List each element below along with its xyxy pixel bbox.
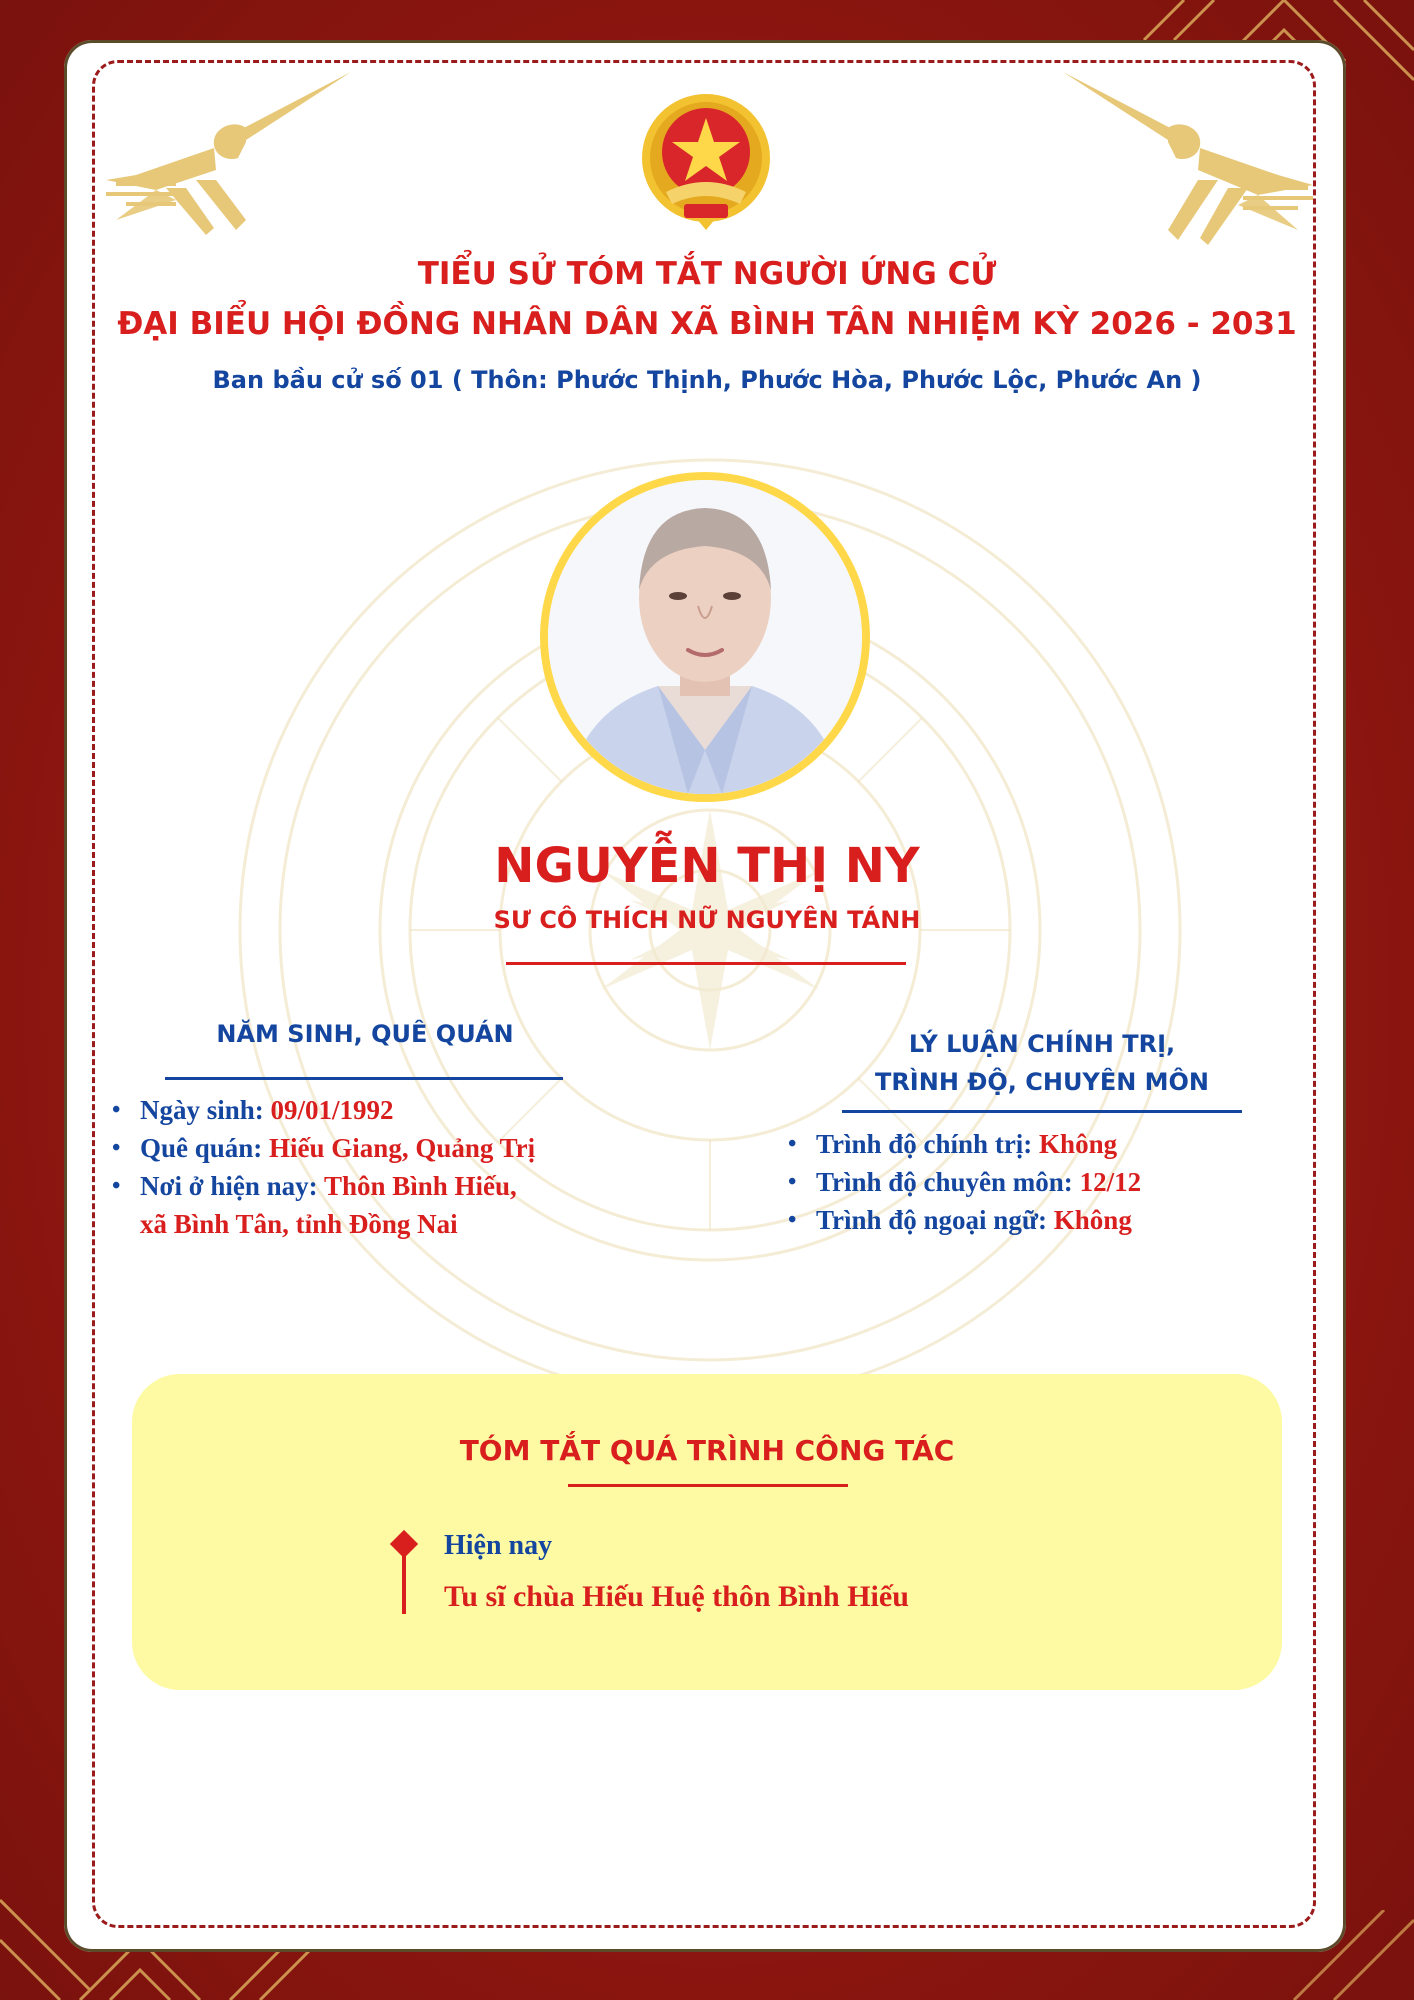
birth-section-title: NĂM SINH, QUÊ QUÁN	[216, 1020, 514, 1048]
title-line-1: TIỂU SỬ TÓM TẮT NGƯỜI ỨNG CỬ	[417, 256, 997, 292]
work-history-title: TÓM TẮT QUÁ TRÌNH CÔNG TÁC	[459, 1434, 955, 1467]
candidate-name: NGUYỄN THỊ NY	[494, 838, 920, 894]
list-item: • Quê quán: Hiếu Giang, Quảng Trị	[108, 1129, 608, 1167]
crane-left-icon	[96, 70, 356, 240]
timeline-period: Hiện nay	[444, 1530, 553, 1561]
national-emblem-icon	[636, 92, 776, 232]
list-item: • Nơi ở hiện nay: Thôn Bình Hiếu, xã Bình Tân, tỉnh Đồng Nai	[108, 1167, 608, 1243]
birth-info-list	[108, 1091, 608, 1243]
portrait-frame	[540, 472, 870, 802]
crane-right-icon	[1058, 70, 1318, 250]
list-item: • Trình độ ngoại ngữ: Không	[784, 1201, 1304, 1239]
name-divider	[506, 962, 906, 965]
work-history-divider	[568, 1484, 848, 1487]
constituency-subtitle: Ban bầu cử số 01 ( Thôn: Phước Thịnh, Phước Hòa, Phước Lộc, Phước An )	[212, 366, 1202, 394]
birth-section-divider	[165, 1077, 563, 1080]
candidate-portrait	[548, 480, 862, 794]
timeline-description: Tu sĩ chùa Hiếu Huệ thôn Bình Hiếu	[444, 1580, 909, 1613]
education-info-list	[784, 1125, 1304, 1239]
candidate-dharma-name: SƯ CÔ THÍCH NỮ NGUYÊN TÁNH	[493, 906, 921, 934]
list-item: • Ngày sinh: 09/01/1992	[108, 1091, 608, 1129]
education-section-title-1: LÝ LUẬN CHÍNH TRỊ,	[908, 1030, 1176, 1058]
list-item: • Trình độ chuyên môn: 12/12	[784, 1163, 1304, 1201]
work-history-box	[132, 1374, 1282, 1690]
education-section-divider	[842, 1110, 1242, 1113]
title-line-2: ĐẠI BIỂU HỘI ĐỒNG NHÂN DÂN XÃ BÌNH TÂN NHIỆM KỲ 2026 - 2031	[117, 306, 1297, 342]
list-item: • Trình độ chính trị: Không	[784, 1125, 1304, 1163]
education-section-title-2: TRÌNH ĐỘ, CHUYÊN MÔN	[874, 1068, 1210, 1096]
timeline-stem	[402, 1550, 406, 1614]
